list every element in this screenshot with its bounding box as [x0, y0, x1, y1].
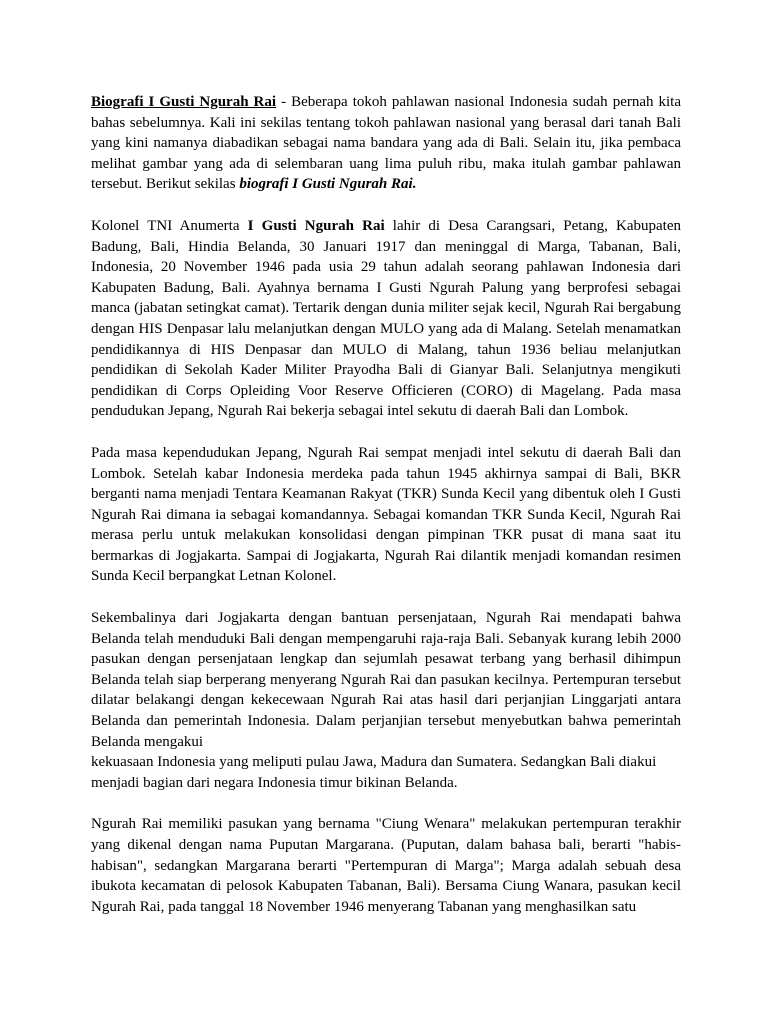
intro-emphasis: biografi I Gusti Ngurah Rai.	[239, 176, 417, 193]
biography-name: I Gusti Ngurah Rai	[247, 217, 385, 234]
paragraph-intro	[91, 92, 681, 195]
biography-text: lahir di Desa Carangsari, Petang, Kabupaten Badung, Bali, Hindia Belanda, 30 Januari 1917 dan meninggal di Marga, Tabanan, Bali, Indonesia, 20 November 1946 pada usia 29 tahun adalah seorang pahlawan Indonesia dari Kabupaten Badung, Bali. Ayahnya bernama I Gusti Ngurah Palung yang berprofesi sebagai manca (jabatan setingkat camat). Tertarik dengan dunia militer sejak kecil, Ngurah Rai bergabung dengan HIS Denpasar lalu melanjutkan dengan MULO yang ada di Malang. Setelah menamatkan pendidikannya di HIS Denpasar dan MULO di Malang, tahun 1936 beliau melanjutkan pendidikan di Sekolah Kader Militer Prayodha Bali di Gianyar Bali. Selanjutnya mengikuti pendidikan di Corps Opleiding Voor Reserve Officieren (CORO) di Magelang. Pada masa pendudukan Jepang, Ngurah Rai bekerja sebagai intel sekutu di daerah Bali dan Lombok.	[91, 217, 681, 420]
title-link[interactable]: Biografi I Gusti Ngurah Rai	[91, 94, 277, 110]
paragraph-return-part1: Sekembalinya dari Jogjakarta dengan bantuan persenjataan, Ngurah Rai mendapati bahwa Belanda telah menduduki Bali dengan mempengaruhi raja-raja Bali. Sebanyak kurang lebih 2000 pasukan dengan persenjataan lengkap dan sejumlah pesawat terbang yang berhasil dihimpun Belanda telah siap berperang menyerang Ngurah Rai dan pasukan kecilnya. Pertempuran tersebut dilatar belakangi dengan kekecewaan Ngurah Rai atas hasil dari perjanjian Linggarjati antara Belanda dan pemerintah Indonesia. Dalam perjanjian tersebut menyebutkan bahwa pemerintah Belanda mengakui	[91, 610, 681, 750]
intro-text: - Beberapa tokoh pahlawan nasional Indonesia sudah pernah kita bahas sebelumnya. Kali ini sekilas tentang tokoh pahlawan nasional yang berasal dari tanah Bali yang kini namanya diabadikan sebagai nama bandara yang ada di Bali. Selain itu, jika pembaca melihat gambar yang ada di selembaran uang lima puluh ribu, maka itulah gambar pahlawan tersebut. Berikut sekilas	[91, 94, 682, 193]
paragraph-japanese-era: Pada masa kependudukan Jepang, Ngurah Rai sempat menjadi intel sekutu di daerah Bali dan Lombok. Setelah kabar Indonesia merdeka pada tahun 1945 akhirnya sampai di Bali, BKR berganti nama menjadi Tentara Keamanan Rakyat (TKR) Sunda Kecil yang dibentuk oleh I Gusti Ngurah Rai dimana ia sebagai komandannya. Sebagai komandan TKR Sunda Kecil, Ngurah Rai merasa perlu untuk melakukan konsolidasi dengan pimpinan TKR pusat di mana saat itu bermarkas di Jogjakarta. Sampai di Jogjakarta, Ngurah Rai dilantik menjadi komandan resimen Sunda Kecil berpangkat Letnan Kolonel.	[91, 444, 681, 585]
biography-lead: Kolonel TNI Anumerta	[91, 217, 248, 234]
paragraph-puputan: Ngurah Rai memiliki pasukan yang bernama "Ciung Wenara" melakukan pertempuran terakhir yang dikenal dengan nama Puputan Margarana. (Puputan, dalam bahasa bali, berarti "habis-habisan", sedangkan Margarana berarti "Pertempuran di Marga"; Marga adalah sebuah desa ibukota kecamatan di pelosok Kabupaten Tabanan, Bali). Bersama Ciung Wanara, pasukan kecil Ngurah Rai, pada tanggal 18 November 1946 menyerang Tabanan yang menghasilkan satu	[91, 816, 681, 915]
paragraph-return-part2: kekuasaan Indonesia yang meliputi pulau Jawa, Madura dan Sumatera. Sedangkan Bali diakui menjadi bagian dari negara Indonesia timur bikinan Belanda.	[91, 754, 657, 791]
document-page	[91, 92, 681, 938]
paragraph-biography	[91, 216, 681, 422]
